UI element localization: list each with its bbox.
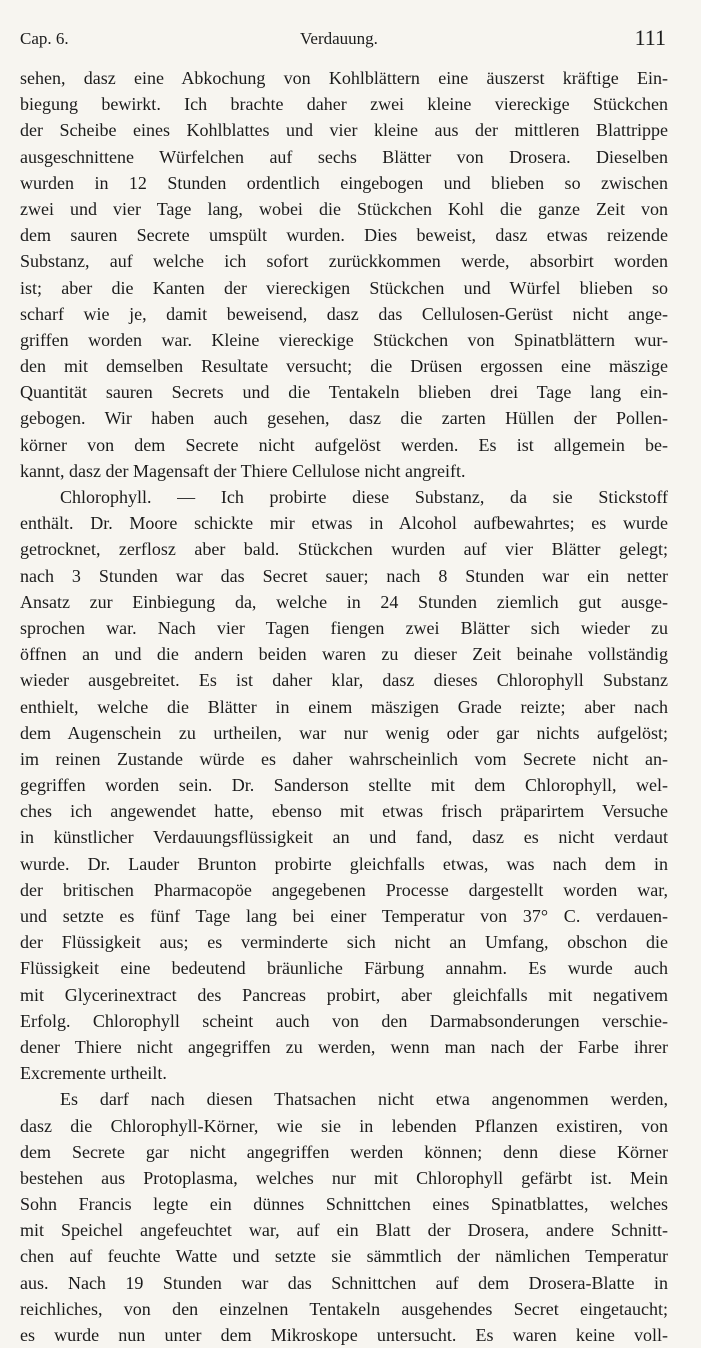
text-line: griffen worden war. Kleine viereckige Stückchen von Spinatblättern wur-	[20, 329, 668, 350]
text-line: ches ich angewendet hatte, ebenso mit etwas frisch präparirtem Versuche	[20, 801, 668, 822]
text-line: Sohn Francis legte ein dünnes Schnittchen eines Spinatblattes, welches	[20, 1194, 668, 1215]
running-title: Verdauung.	[300, 29, 378, 48]
text-line: im reinen Zustande würde es daher wahrscheinlich vom Secrete nicht an-	[20, 748, 668, 769]
text-line: wieder ausgebreitet. Es ist daher klar, dasz dieses Chlorophyll Substanz	[20, 670, 668, 691]
text-line: körner von dem Secrete nicht aufgelöst werden. Es ist allgemein be-	[20, 434, 668, 455]
text-line: Substanz, auf welche ich sofort zurückkommen werde, absorbirt worden	[20, 251, 668, 272]
text-line: enthielt, welche die Blätter in einem mäszigen Grade reizte; aber nach	[20, 696, 668, 717]
chapter-label: Cap. 6.	[20, 29, 69, 48]
text-line: getrocknet, zerflosz aber bald. Stückchen wurden auf vier Blätter gelegt;	[20, 539, 668, 560]
text-line: nach 3 Stunden war das Secret sauer; nach 8 Stunden war ein netter	[20, 565, 668, 586]
text-line: scharf wie je, damit beweisend, dasz das Cellulosen-Gerüst nicht ange-	[20, 303, 668, 324]
text-line: ausgeschnittene Würfelchen auf sechs Blätter von Drosera. Dieselben	[20, 146, 668, 167]
text-line: Excremente urtheilt.	[20, 1063, 167, 1084]
text-line: dener Thiere nicht angegriffen zu werden, wenn man nach der Farbe ihrer	[20, 1036, 668, 1057]
text-line: aus. Nach 19 Stunden war das Schnittchen auf dem Drosera-Blatte in	[20, 1272, 668, 1293]
text-line: sehen, dasz eine Abkochung von Kohlblättern eine äuszerst kräftige Ein-	[20, 68, 668, 88]
text-line: mit Glycerinextract des Pancreas probirt, aber gleichfalls mit negativem	[20, 984, 668, 1005]
text-line: mit Speichel angefeuchtet war, auf ein Blatt der Drosera, andere Schnitt-	[20, 1220, 668, 1241]
text-line: Erfolg. Chlorophyll scheint auch von den Darmabsonderungen verschie-	[20, 1010, 668, 1031]
text-line: kannt, dasz der Magensaft der Thiere Cellulose nicht angreift.	[20, 460, 466, 481]
text-line: öffnen an und die andern beiden waren zu dieser Zeit beinahe vollständig	[20, 644, 668, 665]
text-line: dem Secrete gar nicht angegriffen werden können; denn diese Körner	[20, 1141, 668, 1162]
text-line: ist; aber die Kanten der viereckigen Stückchen und Würfel blieben so	[20, 277, 668, 298]
text-line: den mit demselben Resultate versucht; die Drüsen ergossen eine mäszige	[20, 356, 668, 377]
page-number: 111	[634, 25, 666, 50]
text-line: zwei und vier Tage lang, wobei die Stückchen Kohl die ganze Zeit von	[20, 198, 668, 219]
text-line: dasz die Chlorophyll-Körner, wie sie in lebenden Pflanzen existiren, von	[20, 1115, 668, 1136]
text-line: reichliches, von den einzelnen Tentakeln ausgehendes Secret eingetaucht;	[20, 1298, 668, 1319]
text-line: in künstlicher Verdauungsflüssigkeit an und fand, dasz es nicht verdaut	[20, 827, 668, 848]
text-line: Chlorophyll. — Ich probirte diese Substanz, da sie Stickstoff	[60, 487, 668, 507]
text-line: wurde. Dr. Lauder Brunton probirte gleichfalls etwas, was nach dem in	[20, 853, 668, 874]
text-line: der Flüssigkeit aus; es verminderte sich nicht an Umfang, obschon die	[20, 932, 668, 953]
page-header	[20, 25, 666, 55]
text-line: chen auf feuchte Watte und setzte sie sämmtlich der nämlichen Temperatur	[20, 1246, 668, 1267]
text-line: gebogen. Wir haben auch gesehen, dasz die zarten Hüllen der Pollen-	[20, 408, 668, 429]
text-line: gegriffen worden sein. Dr. Sanderson stellte mit dem Chlorophyll, wel-	[20, 775, 668, 796]
text-line: Ansatz zur Einbiegung da, welche in 24 Stunden ziemlich gut ausge-	[20, 591, 668, 612]
text-line: enthält. Dr. Moore schickte mir etwas in Alcohol aufbewahrtes; es wurde	[20, 513, 668, 534]
text-line: der Scheibe eines Kohlblattes und vier kleine aus der mittleren Blattrippe	[20, 120, 668, 141]
text-line: Quantität sauren Secrets und die Tentakeln blieben drei Tage lang ein-	[20, 382, 668, 403]
text-line: Flüssigkeit eine bedeutend bräunliche Färbung annahm. Es wurde auch	[20, 958, 668, 979]
text-line: bestehen aus Protoplasma, welches nur mit Chlorophyll gefärbt ist. Mein	[20, 1167, 668, 1188]
text-line: dem Augenschein zu urtheilen, war nur wenig oder gar nichts aufgelöst;	[20, 722, 668, 743]
text-line: wurden in 12 Stunden ordentlich eingebogen und blieben so zwischen	[20, 172, 668, 193]
text-line: der britischen Pharmacopöe angegebenen Processe dargestellt worden war,	[20, 879, 668, 900]
text-line: dem sauren Secrete umspült wurden. Dies beweist, dasz etwas reizende	[20, 225, 668, 246]
text-line: biegung bewirkt. Ich brachte daher zwei kleine viereckige Stückchen	[20, 94, 668, 115]
text-line: es wurde nun unter dem Mikroskope untersucht. Es waren keine voll-	[20, 1325, 668, 1345]
text-line: und setzte es fünf Tage lang bei einer Temperatur von 37° C. verdauen-	[20, 906, 668, 926]
text-line: sprochen war. Nach vier Tagen fiengen zwei Blätter sich wieder zu	[20, 617, 668, 638]
body-text	[20, 65, 668, 1348]
text-line: Es darf nach diesen Thatsachen nicht etwa angenommen werden,	[60, 1089, 668, 1110]
